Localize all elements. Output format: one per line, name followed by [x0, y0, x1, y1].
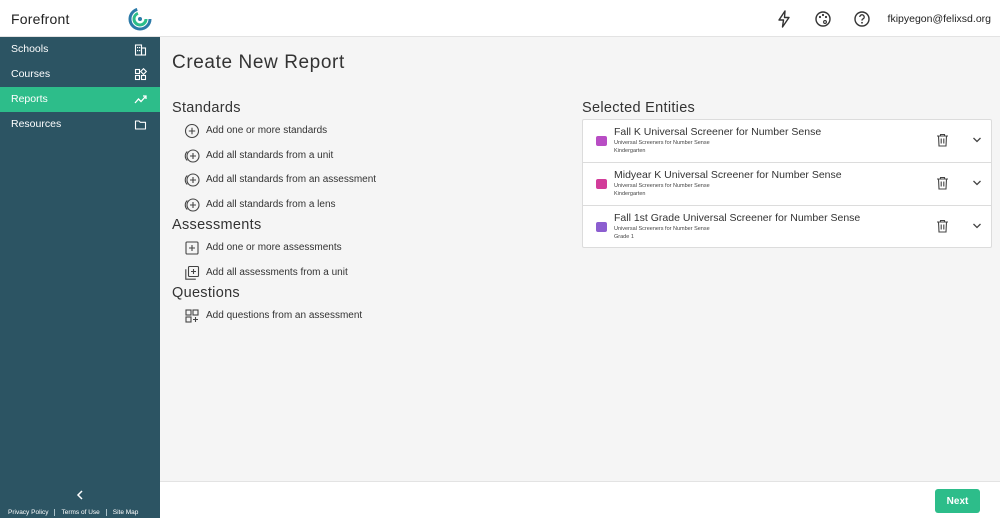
- entity-color-swatch: [596, 222, 607, 232]
- sidebar-item-label: Reports: [11, 93, 48, 105]
- sidebar-item-courses[interactable]: [0, 62, 160, 87]
- lightning-icon[interactable]: [775, 10, 793, 28]
- folder-icon: [134, 118, 147, 131]
- next-button[interactable]: Next: [935, 489, 980, 513]
- entity-grade: Kindergarten: [614, 191, 646, 197]
- action-label: Add one or more assessments: [206, 242, 342, 253]
- app-brand[interactable]: Forefront: [11, 11, 70, 27]
- chevron-down-icon[interactable]: [972, 179, 982, 187]
- standards-heading: Standards: [172, 100, 241, 116]
- privacy-policy-link[interactable]: Privacy Policy: [8, 509, 49, 516]
- entity-grade: Grade 1: [614, 234, 634, 240]
- sidebar-item-schools[interactable]: [0, 37, 160, 62]
- page-title: Create New Report: [172, 52, 345, 73]
- terms-of-use-link[interactable]: Terms of Use: [61, 509, 100, 516]
- main-content: [160, 37, 1000, 481]
- entity-row: [583, 163, 991, 206]
- entity-grade: Kindergarten: [614, 148, 646, 154]
- entity-group: Universal Screeners for Number Sense: [614, 140, 710, 146]
- sidebar-item-resources[interactable]: [0, 112, 160, 137]
- entity-name: Fall 1st Grade Universal Screener for Number Sense: [614, 212, 861, 224]
- questions-heading: Questions: [172, 285, 240, 301]
- help-icon[interactable]: [853, 10, 871, 28]
- action-label: Add all assessments from a unit: [206, 267, 348, 278]
- collapse-sidebar-icon[interactable]: [72, 487, 88, 503]
- sidebar: [0, 37, 160, 518]
- add-grid-icon: [184, 308, 200, 324]
- entity-group: Universal Screeners for Number Sense: [614, 226, 710, 232]
- add-circle-icon: [184, 123, 200, 139]
- add-circle-multiple-icon: [184, 172, 200, 188]
- bottom-bar: [160, 481, 1000, 518]
- building-icon: [134, 43, 147, 56]
- sidebar-item-reports[interactable]: [0, 87, 160, 112]
- add-box-multiple-icon: [184, 265, 200, 281]
- add-circle-multiple-icon: [184, 148, 200, 164]
- footer-divider: [54, 509, 55, 516]
- action-label: Add questions from an assessment: [206, 310, 363, 321]
- delete-icon[interactable]: [936, 176, 949, 190]
- palette-icon[interactable]: [814, 10, 832, 28]
- sidebar-item-label: Resources: [11, 118, 62, 130]
- delete-icon[interactable]: [936, 133, 949, 147]
- logo-icon[interactable]: [128, 7, 152, 31]
- sidebar-item-label: Schools: [11, 43, 49, 55]
- entity-color-swatch: [596, 136, 607, 146]
- grid-icon: [134, 68, 147, 81]
- entity-color-swatch: [596, 179, 607, 189]
- add-box-icon: [184, 240, 200, 256]
- site-map-link[interactable]: Site Map: [112, 509, 139, 516]
- entity-row: [583, 206, 991, 249]
- assessments-heading: Assessments: [172, 217, 262, 233]
- sidebar-footer: [0, 507, 160, 518]
- action-label: Add one or more standards: [206, 125, 328, 136]
- action-label: Add all standards from an assessment: [206, 174, 377, 185]
- add-circle-multiple-icon: [184, 197, 200, 213]
- sidebar-item-label: Courses: [11, 68, 51, 80]
- entity-group: Universal Screeners for Number Sense: [614, 183, 710, 189]
- chevron-down-icon[interactable]: [972, 222, 982, 230]
- delete-icon[interactable]: [936, 219, 949, 233]
- footer-divider: [106, 509, 107, 516]
- chevron-down-icon[interactable]: [972, 136, 982, 144]
- selected-entities-list: [582, 119, 992, 248]
- action-label: Add all standards from a unit: [206, 150, 334, 161]
- trend-icon: [134, 93, 147, 106]
- top-bar: [0, 0, 1000, 37]
- entity-name: Midyear K Universal Screener for Number Sense: [614, 169, 842, 181]
- action-label: Add all standards from a lens: [206, 199, 336, 210]
- entity-name: Fall K Universal Screener for Number Sense: [614, 126, 822, 138]
- selected-entities-heading: Selected Entities: [582, 100, 696, 116]
- entity-row: [583, 120, 991, 163]
- user-menu[interactable]: fkipyegon@felixsd.org: [887, 13, 991, 25]
